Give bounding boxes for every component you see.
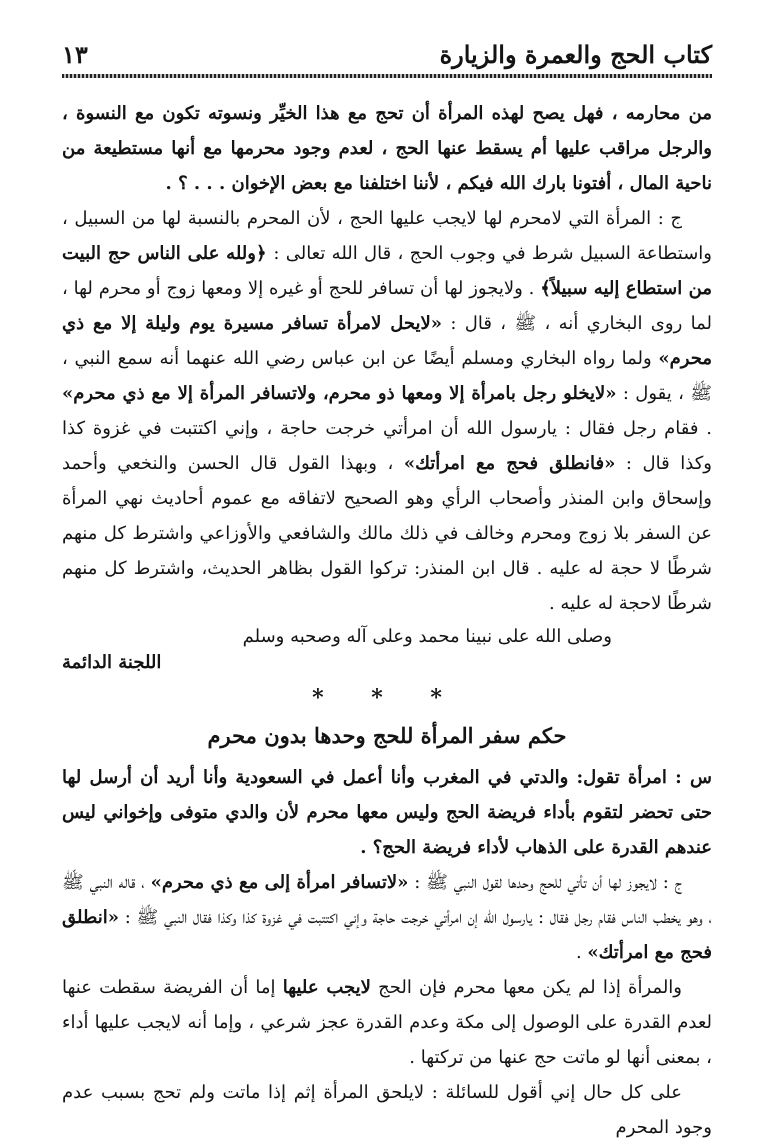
answer-text: ، قاله النبي ﷺ ، وهو يخطب الناس فقام رجل فقال : يارسول الله إن امرأتي خرجت حاجة وإني اكتتبت في غزوة كذا وكذا فقال النبي ﷺ : xyxy=(62,872,712,928)
answer-text: ج : لايجوز لها أن تأتي للحج وحدها لقول النبي ﷺ : xyxy=(408,872,682,893)
answer-paragraph xyxy=(62,865,712,970)
hadith-quote: «لايخلو رجل بامرأة إلا ومعها ذو محرم، ولاتسافر المرأة إلا مع ذي محرم» xyxy=(62,383,617,404)
answer-text: إما أن الفريضة سقطت عنها لعدم القدرة على الوصول إلى مكة وعدم القدرة عجز شرعي ، وإما أنه لايجب عليها أداء ، بمعنى أنها لو ماتت حج عنها من تركتها . xyxy=(62,977,712,1068)
answer-text: . فقام رجل فقال : يارسول الله أن امرأتي خرجت حاجة ، وإني اكتتبت في غزوة كذا وكذا قال : xyxy=(62,418,712,474)
closing-prayer: وصلى الله على نبينا محمد وعلى آله وصحبه وسلم xyxy=(242,626,612,647)
answer-paragraph: على كل حال إني أقول للسائلة : لايلحق المرأة إثم إذا ماتت ولم تحج بسبب عدم وجود المحرم xyxy=(62,1082,712,1138)
answer-text: ، وبهذا القول قال الحسن والنخعي وأحمد وإسحاق وابن المنذر وأصحاب الرأي وهو الصحيح لاتفاقه مع عموم أحاديث نهي المرأة عن السفر بلا زوج ومحرم وخالف في ذلك مالك والشافعي والأوزاعي واشترط كل منهم شرطًا لا حجة له عليه . قال ابن المنذر: تركوا القول بظاهر الحديث، واشترط كل منهم شرطًا لاحجة له عليه . xyxy=(62,453,712,614)
page-number: ١٣ xyxy=(62,40,88,69)
answer-paragraph xyxy=(62,970,712,1075)
question-continuation: من محارمه ، فهل يصح لهذه المرأة أن تحج مع هذا الخيِّر ونسوته تكون مع النسوة ، والرجل مراقب عليها أم يسقط عنها الحج ، لعدم وجود محرمها مع أنها مستطيعة من ناحية المال ، أفتونا بارك الله فيكم ، لأننا اختلفنا مع بعض الإخوان . . . ؟ . xyxy=(62,103,712,194)
answer-paragraph xyxy=(62,201,712,621)
signature-block xyxy=(62,623,712,679)
answer-text: ج : المرأة التي لامحرم لها لايجب عليها الحج ، لأن المحرم بالنسبة لها من السبيل ، واستطاعة السبيل شرط في وجوب الحج ، قال الله تعالى : xyxy=(62,208,712,264)
hadith-quote: «فانطلق فحج مع امرأتك» xyxy=(403,453,616,474)
answer-text: والمرأة إذا لم يكن معها محرم فإن الحج xyxy=(370,977,682,998)
question-paragraph: س : امرأة تقول: والدتي في المغرب وأنا أعمل في السعودية وأنا أريد أن أرسل لها حتى تحضر لتقوم بأداء فريضة الحج وليس معها محرم لأن والدي متوفى وإخواني ليس عندهم القدرة على الذهاب لأداء فريضة الحج؟ . xyxy=(62,767,712,858)
page-header xyxy=(62,0,712,72)
section-title: حكم سفر المرأة للحج وحدها بدون محرم xyxy=(207,723,567,748)
hadith-quote: «لايحل لامرأة تسافر مسيرة يوم وليلة إلا مع ذي محرم» xyxy=(62,313,712,369)
answer-text: . ولايجوز لها أن تسافر للحج أو غيره إلا ومعها زوج أو محرم لها ، لما روى البخاري أنه ، ﷺ ، قال : xyxy=(62,278,712,334)
answer-text: . xyxy=(575,942,588,963)
hadith-quote: «لاتسافر امرأة إلى مع ذي محرم» xyxy=(150,872,409,893)
answer-text: ولما رواه البخاري ومسلم أيضًا عن ابن عباس رضي الله عنهما أنه سمع النبي ، ﷺ ، يقول : xyxy=(62,348,713,404)
running-title: كتاب الحج والعمرة والزيارة xyxy=(439,40,712,69)
committee-name: اللجنة الدائمة xyxy=(62,652,162,673)
section-separator: * * * xyxy=(312,685,462,711)
header-rule xyxy=(62,74,712,78)
emphasis-text: لايجب عليها xyxy=(282,977,371,998)
hadith-quote: «انطلق فحج مع امرأتك» xyxy=(62,907,712,963)
quran-verse: ﴿ولله على الناس حج البيت من استطاع إليه سبيلاً﴾ xyxy=(62,243,712,299)
